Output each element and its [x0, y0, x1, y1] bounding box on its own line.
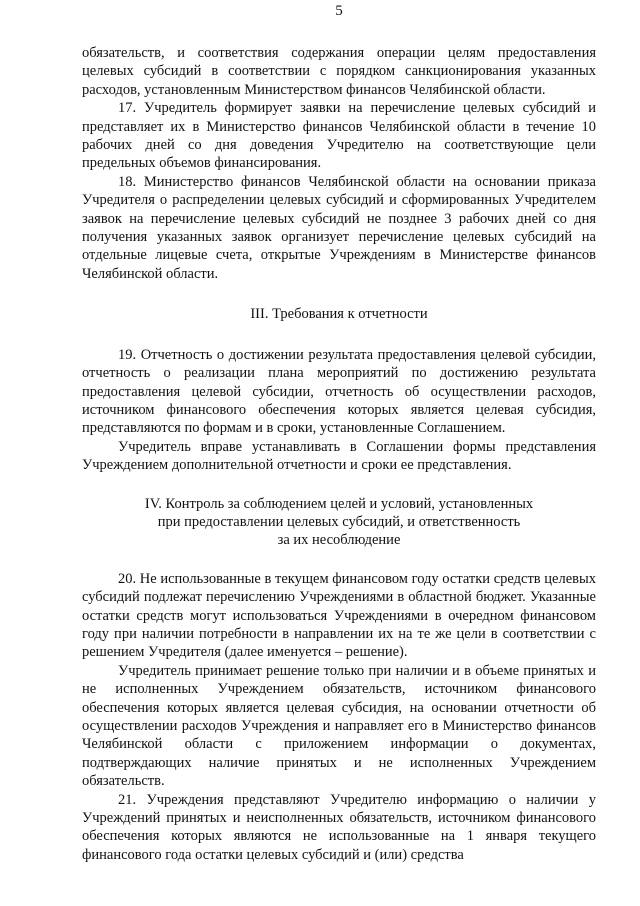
section-3-title: III. Требования к отчетности: [250, 306, 428, 323]
section-4-heading: [82, 495, 596, 550]
paragraph-17: 17. Учредитель формирует заявки на перечисление целевых субсидий и представляет их в Министерство финансов Челябинской области в течение 10 рабочих дней со дня доведения Учредителю на соответствующие цели предельных объемов финансирования.: [82, 100, 596, 172]
section-4-title-line-1: IV. Контроль за соблюдением целей и условий, установленных: [144, 495, 534, 512]
paragraph-21: 21. Учреждения представляют Учредителю информацию о наличии у Учреждений принятых и неисполненных обязательств, источником финансового обеспечения которых являются не использованные на 1 января текущего финансового года остатки целевых субсидий и (или) средства: [82, 791, 596, 863]
paragraph-20-decision: Учредитель принимает решение только при наличии и в объеме принятых и не исполненных Учреждением обязательств, источником финансового обеспечения которых является целевая субсидия, на основании отчетности об осуществлении расходов Учреждения и направляет его в Министерство финансов Челябинской области с приложением информации о документах, подтверждающих наличие принятых и не исполненных Учреждением обязательств.: [82, 662, 596, 790]
section-4-title-line-2: при предоставлении целевых субсидий, и ответственность: [157, 513, 521, 530]
paragraph-19: 19. Отчетность о достижении результата предоставления целевой субсидии, отчетность о реализации плана мероприятий по достижению результата предоставления целевой субсидии, отчетность об осуществлении расходов, источником финансового обеспечения которых является целевая субсидия, представляются по формам и в сроки, установленные Соглашением.: [82, 346, 596, 437]
paragraph-18: 18. Министерство финансов Челябинской области на основании приказа Учредителя о распределении целевых субсидий и сформированных Учредителем заявок на перечисление целевых субсидий не позднее 3 рабочих дней со дня получения указанных заявок организует перечисление целевых субсидий на отдельные лицевые счета, открытые Учреждениям в Министерстве финансов Челябинской области.: [82, 173, 596, 282]
section-3-heading: [82, 305, 596, 323]
section-4-title-line-3: за их несоблюдение: [277, 532, 401, 549]
document-page: [82, 0, 596, 906]
page-number: 5: [335, 3, 343, 19]
paragraph-continuation: обязательств, и соответствия содержания операции целям предоставления целевых субсидий в соответствии с порядком санкционирования указанных расходов, установленным Министерством финансов Челябинской области.: [82, 45, 596, 98]
paragraph-20: 20. Не использованные в текущем финансовом году остатки средств целевых субсидий подлежат перечислению Учреждениями в областной бюджет. Указанные остатки средств могут использоваться Учреждениями в очередном финансовом году при наличии потребности в направлении их на те же цели в соответствии с решением Учредителя (далее именуется – решение).: [82, 570, 596, 661]
document-body: [82, 44, 596, 864]
paragraph-19-addendum: Учредитель вправе устанавливать в Соглашении формы представления Учреждением дополнительной отчетности и сроки ее представления.: [82, 438, 596, 474]
